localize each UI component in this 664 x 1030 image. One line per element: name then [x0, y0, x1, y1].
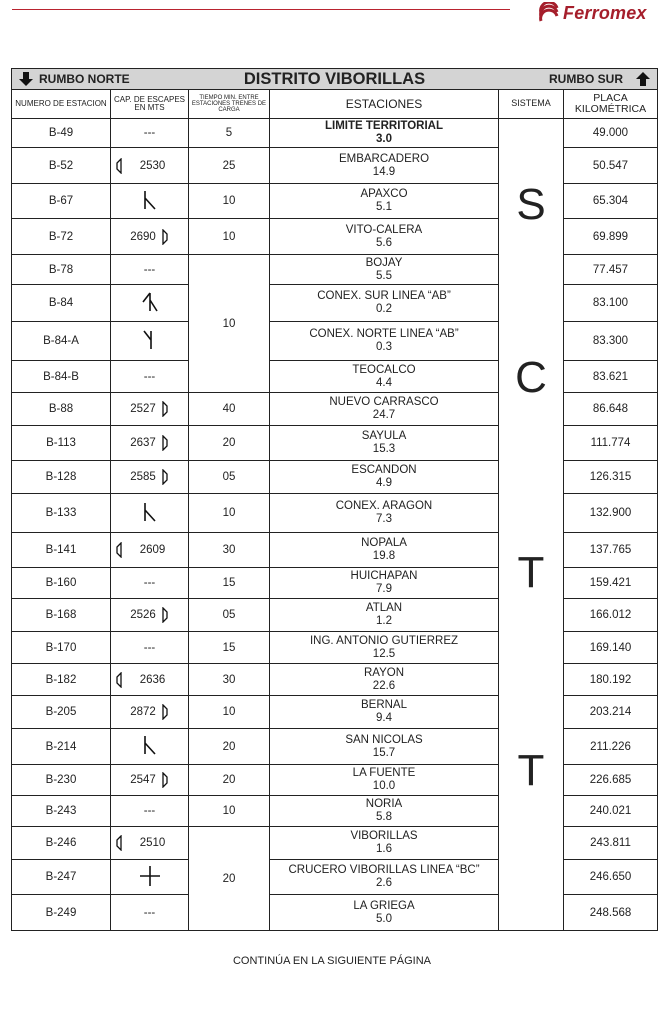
station-distance: 1.2: [376, 615, 392, 627]
siding-capacity: [111, 568, 189, 599]
station-cell: [270, 895, 499, 931]
column-headers: [12, 90, 658, 119]
capacity-value: 2872: [130, 706, 156, 718]
switch-conex-sur-icon: [139, 290, 161, 314]
siding-capacity: [111, 255, 189, 285]
station-number: B-84-B: [12, 361, 111, 393]
kilometer-post: 246.650: [564, 860, 658, 895]
capacity-value: ---: [143, 370, 156, 383]
station-cell: [270, 599, 499, 632]
district-title: DISTRITO VIBORILLAS: [243, 70, 426, 88]
siding-capacity: [111, 184, 189, 219]
siding-right-icon: [162, 229, 169, 245]
ferromex-logo-icon: [538, 2, 560, 24]
col-sistema: SISTEMA: [499, 90, 564, 119]
capacity-value: ---: [143, 641, 156, 654]
siding-capacity: [111, 796, 189, 827]
travel-time: 10: [189, 184, 270, 219]
sistema-letter: C: [515, 353, 547, 402]
travel-time: 15: [189, 568, 270, 599]
station-number: B-170: [12, 632, 111, 664]
station-distance: 5.8: [376, 811, 392, 823]
crossing-icon: [139, 864, 161, 888]
capacity-value: ---: [143, 906, 156, 919]
station-cell: [270, 119, 499, 148]
station-number: B-88: [12, 393, 111, 426]
kilometer-post: 180.192: [564, 664, 658, 696]
kilometer-post: 243.811: [564, 827, 658, 860]
travel-time: 40: [189, 393, 270, 426]
continuation-note: CONTINÚA EN LA SIGUIENTE PÁGINA: [232, 955, 432, 967]
station-distance: 0.3: [376, 341, 392, 353]
station-number: B-84: [12, 285, 111, 322]
station-distance: 5.1: [376, 201, 392, 213]
station-number: B-67: [12, 184, 111, 219]
capacity-value: 2527: [130, 403, 156, 415]
station-cell: [270, 461, 499, 494]
kilometer-post: 83.621: [564, 361, 658, 393]
kilometer-post: 159.421: [564, 568, 658, 599]
station-distance: 4.9: [376, 477, 392, 489]
station-number: B-52: [12, 148, 111, 184]
station-distance: 5.5: [376, 269, 392, 282]
station-table: [11, 68, 658, 931]
station-cell: [270, 184, 499, 219]
siding-capacity: [111, 632, 189, 664]
capacity-value: 2510: [139, 837, 166, 849]
station-cell: [270, 729, 499, 765]
siding-capacity: [111, 393, 189, 426]
siding-right-icon: [162, 469, 169, 485]
station-number: B-249: [12, 895, 111, 931]
siding-left-icon: [115, 542, 122, 558]
capacity-value: ---: [143, 127, 156, 139]
station-cell: [270, 765, 499, 796]
siding-right-icon: [162, 401, 169, 417]
station-name: NUEVO CARRASCO: [329, 396, 439, 409]
rumbo-sur: RUMBO SUR: [549, 71, 651, 87]
station-distance: 1.6: [376, 843, 392, 855]
capacity-value: 2609: [139, 544, 166, 556]
kilometer-post: 169.140: [564, 632, 658, 664]
siding-capacity: [111, 729, 189, 765]
kilometer-post: 126.315: [564, 461, 658, 494]
siding-capacity: [111, 285, 189, 322]
kilometer-post: 77.457: [564, 255, 658, 285]
travel-time: 30: [189, 664, 270, 696]
station-distance: 2.6: [376, 877, 392, 889]
station-distance: 12.5: [372, 647, 396, 660]
sistema-letter: T: [517, 548, 545, 597]
travel-time: 05: [189, 461, 270, 494]
kilometer-post: 248.568: [564, 895, 658, 931]
kilometer-post: 132.900: [564, 494, 658, 533]
kilometer-post: 137.765: [564, 533, 658, 568]
station-number: B-168: [12, 599, 111, 632]
kilometer-post: 166.012: [564, 599, 658, 632]
station-cell: [270, 148, 499, 184]
station-number: B-243: [12, 796, 111, 827]
siding-capacity: [111, 494, 189, 533]
capacity-value: 2636: [139, 673, 166, 686]
station-name: ATLAN: [365, 602, 403, 615]
station-name: SAYULA: [361, 430, 407, 443]
station-distance: 5.0: [376, 912, 392, 925]
station-name: VITO-CALERA: [345, 223, 423, 236]
station-cell: [270, 285, 499, 322]
station-name: SAN NICOLAS: [345, 733, 423, 746]
station-name: BERNAL: [360, 699, 408, 712]
capacity-value: 2585: [130, 471, 156, 483]
travel-time: 25: [189, 148, 270, 184]
station-number: B-230: [12, 765, 111, 796]
station-name: CONEX. SUR LINEA “AB”: [317, 290, 451, 303]
travel-time: 20: [189, 426, 270, 461]
station-number: B-84-A: [12, 322, 111, 361]
siding-capacity: [111, 696, 189, 729]
station-number: B-247: [12, 860, 111, 895]
station-distance: 22.6: [372, 679, 396, 692]
siding-right-icon: [162, 607, 169, 623]
capacity-value: ---: [143, 263, 156, 276]
travel-time: 10: [189, 219, 270, 255]
station-cell: [270, 796, 499, 827]
station-distance: 7.9: [376, 583, 392, 595]
sistema-letter: T: [517, 746, 545, 795]
station-distance: 7.3: [376, 513, 392, 525]
sistema-column: [499, 119, 564, 931]
capacity-value: ---: [143, 577, 156, 589]
station-name: CONEX. ARAGON: [335, 500, 433, 513]
capacity-value: 2526: [130, 609, 156, 621]
station-cell: [270, 219, 499, 255]
station-name: CONEX. NORTE LINEA “AB”: [309, 328, 459, 341]
siding-left-icon: [115, 672, 122, 688]
capacity-value: 2547: [130, 774, 156, 786]
station-name: BOJAY: [365, 256, 403, 269]
station-distance: 19.8: [372, 550, 396, 562]
station-cell: [270, 494, 499, 533]
brand-name: Ferromex: [563, 2, 647, 23]
station-cell: [270, 632, 499, 664]
station-cell: [270, 827, 499, 860]
station-name: APAXCO: [360, 188, 408, 201]
switch-turnout-icon: [139, 733, 161, 757]
station-number: B-182: [12, 664, 111, 696]
station-cell: [270, 533, 499, 568]
travel-time: 30: [189, 533, 270, 568]
station-name: ESCANDON: [351, 464, 417, 477]
kilometer-post: 226.685: [564, 765, 658, 796]
siding-capacity: [111, 860, 189, 895]
travel-time: 20: [189, 827, 270, 931]
station-cell: [270, 664, 499, 696]
siding-capacity: [111, 895, 189, 931]
brand-logo: [538, 0, 647, 26]
station-name: NORIA: [365, 798, 403, 811]
siding-capacity: [111, 461, 189, 494]
station-distance: 24.7: [372, 409, 396, 421]
station-distance: 15.7: [372, 746, 396, 759]
station-number: B-113: [12, 426, 111, 461]
switch-conex-norte-icon: [139, 328, 161, 352]
siding-capacity: [111, 765, 189, 796]
station-distance: 3.0: [376, 133, 392, 145]
travel-time: 15: [189, 632, 270, 664]
siding-right-icon: [162, 772, 169, 788]
siding-left-icon: [115, 835, 122, 851]
travel-time: 10: [189, 255, 270, 393]
rumbo-norte: RUMBO NORTE: [18, 71, 130, 87]
station-distance: 4.4: [376, 376, 392, 389]
siding-capacity: [111, 426, 189, 461]
kilometer-post: 83.100: [564, 285, 658, 322]
col-placa: PLACA KILOMÉTRICA: [564, 90, 658, 119]
station-number: B-160: [12, 568, 111, 599]
station-number: B-246: [12, 827, 111, 860]
travel-time: 5: [189, 119, 270, 148]
station-distance: 14.9: [372, 165, 396, 178]
table-row: [12, 119, 658, 148]
station-distance: 15.3: [372, 443, 396, 455]
kilometer-post: 49.000: [564, 119, 658, 148]
travel-time: 10: [189, 796, 270, 827]
kilometer-post: 203.214: [564, 696, 658, 729]
siding-right-icon: [162, 704, 169, 720]
capacity-value: 2530: [139, 159, 166, 172]
col-estaciones: ESTACIONES: [270, 90, 499, 119]
capacity-value: 2637: [130, 437, 156, 449]
sistema-letter: S: [516, 180, 546, 229]
station-cell: [270, 255, 499, 285]
siding-capacity: [111, 533, 189, 568]
station-number: B-72: [12, 219, 111, 255]
station-cell: [270, 696, 499, 729]
travel-time: 05: [189, 599, 270, 632]
station-name: HUICHAPAN: [350, 570, 418, 583]
station-distance: 0.2: [376, 303, 392, 315]
kilometer-post: 65.304: [564, 184, 658, 219]
station-cell: [270, 361, 499, 393]
siding-capacity: [111, 361, 189, 393]
station-name: VIBORILLAS: [350, 830, 418, 843]
station-distance: 5.6: [376, 236, 392, 249]
station-distance: 10.0: [372, 780, 396, 792]
capacity-value: ---: [143, 805, 156, 817]
station-number: B-141: [12, 533, 111, 568]
station-number: B-205: [12, 696, 111, 729]
switch-turnout-icon: [139, 500, 161, 524]
col-tiempo: TIEMPO MIN. ENTRE ESTACIONES TRENES DE CARGA: [189, 90, 270, 119]
siding-capacity: [111, 827, 189, 860]
col-numero: NUMERO DE ESTACION: [12, 90, 111, 119]
station-cell: [270, 426, 499, 461]
kilometer-post: 111.774: [564, 426, 658, 461]
station-name: EMBARCADERO: [338, 152, 430, 165]
station-number: B-214: [12, 729, 111, 765]
kilometer-post: 86.648: [564, 393, 658, 426]
travel-time: 10: [189, 696, 270, 729]
capacity-value: 2690: [130, 230, 156, 243]
station-cell: [270, 568, 499, 599]
station-number: B-133: [12, 494, 111, 533]
siding-capacity: [111, 599, 189, 632]
station-name: NOPALA: [361, 537, 407, 550]
kilometer-post: 50.547: [564, 148, 658, 184]
title-bar: [12, 69, 658, 90]
kilometer-post: 240.021: [564, 796, 658, 827]
kilometer-post: 211.226: [564, 729, 658, 765]
travel-time: 20: [189, 765, 270, 796]
station-number: B-128: [12, 461, 111, 494]
kilometer-post: 83.300: [564, 322, 658, 361]
travel-time: 10: [189, 494, 270, 533]
siding-capacity: [111, 148, 189, 184]
station-name: TEOCALCO: [352, 363, 416, 376]
siding-capacity: [111, 322, 189, 361]
station-name: RAYON: [363, 666, 405, 679]
switch-turnout-icon: [139, 188, 161, 212]
siding-capacity: [111, 119, 189, 148]
station-cell: [270, 322, 499, 361]
station-name: LIMITE TERRITORIAL: [325, 120, 443, 133]
siding-right-icon: [162, 435, 169, 451]
siding-capacity: [111, 664, 189, 696]
siding-capacity: [111, 219, 189, 255]
station-cell: [270, 393, 499, 426]
station-number: B-49: [12, 119, 111, 148]
station-name: ING. ANTONIO GUTIERREZ: [309, 634, 459, 647]
siding-left-icon: [115, 158, 122, 174]
station-name: CRUCERO VIBORILLAS LINEA “BC”: [288, 864, 480, 877]
travel-time: 20: [189, 729, 270, 765]
station-cell: [270, 860, 499, 895]
station-name: LA FUENTE: [352, 767, 416, 780]
arrow-up-icon: [635, 71, 651, 87]
col-cap: CAP. DE ESCAPES EN MTS: [111, 90, 189, 119]
header-rule: [12, 9, 510, 10]
station-distance: 9.4: [376, 712, 392, 724]
station-number: B-78: [12, 255, 111, 285]
station-name: LA GRIEGA: [353, 899, 415, 912]
kilometer-post: 69.899: [564, 219, 658, 255]
